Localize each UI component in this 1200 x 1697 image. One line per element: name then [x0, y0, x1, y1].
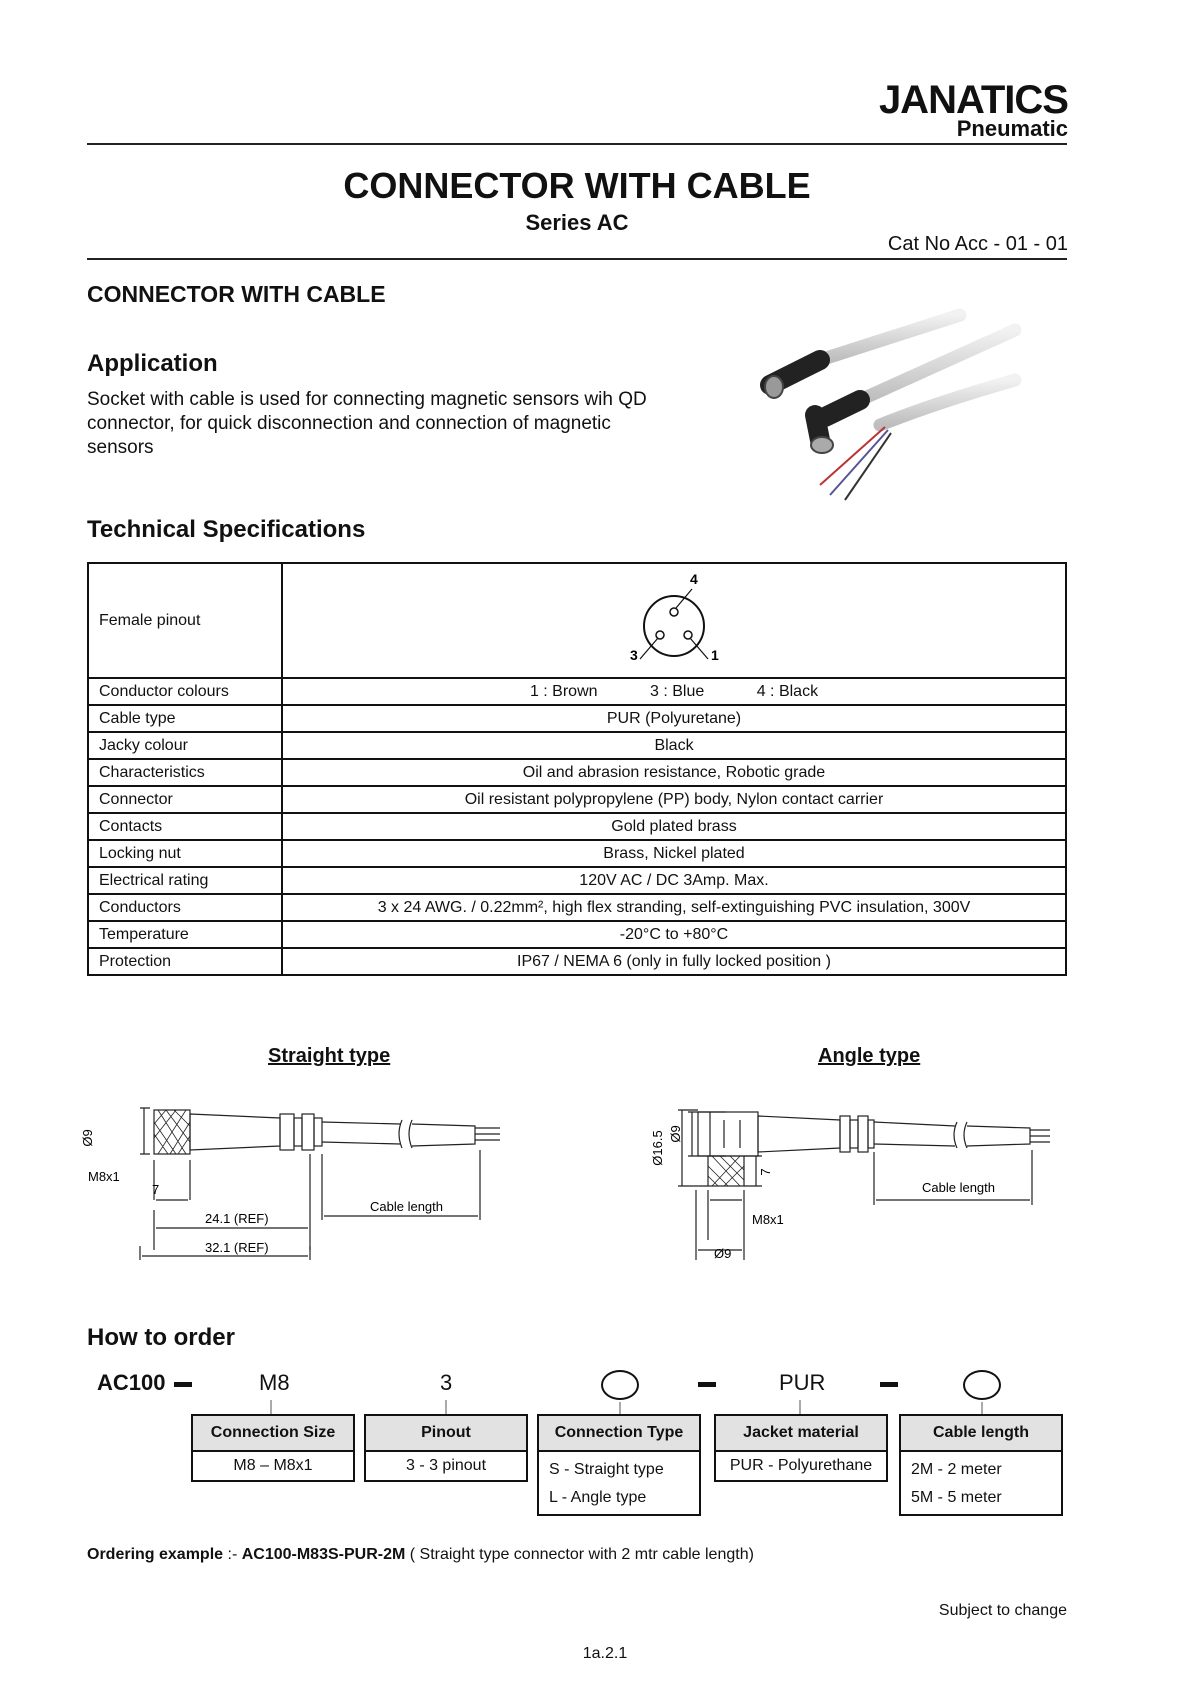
dim-24-1-ref: 24.1 (REF): [205, 1211, 269, 1226]
order-length-placeholder: [963, 1370, 1001, 1400]
dim-m8x1: M8x1: [752, 1212, 784, 1227]
spec-label: Locking nut: [88, 840, 282, 867]
spec-label: Characteristics: [88, 759, 282, 786]
pinout-cell: [282, 563, 1066, 678]
pin-label-1: 1: [711, 647, 719, 663]
page-subtitle: Series AC: [525, 210, 629, 235]
brand-name: JANATICS: [878, 78, 1068, 122]
spec-table: [87, 562, 1067, 976]
header-rule: [87, 143, 1067, 145]
order-box-connection-type: [537, 1414, 701, 1516]
spec-label: Contacts: [88, 813, 282, 840]
conductor-colours-value: [282, 678, 1066, 705]
ordering-example-label: Ordering example: [87, 1546, 224, 1563]
order-box-header: Pinout: [366, 1416, 526, 1452]
straight-type-drawing: [80, 1090, 540, 1270]
conductor-colours-label: Conductor colours: [88, 678, 282, 705]
spec-value: 120V AC / DC 3Amp. Max.: [282, 867, 1066, 894]
dim-m8x1: M8x1: [88, 1169, 120, 1184]
application-heading: Application: [87, 350, 218, 377]
order-box-header: Jacket material: [716, 1416, 886, 1452]
table-row: [88, 678, 1066, 705]
catalog-number: Cat No Acc - 01 - 01: [887, 233, 1068, 255]
spec-value: Oil and abrasion resistance, Robotic grade: [282, 759, 1066, 786]
pin-label-3: 3: [630, 647, 638, 663]
table-row: [88, 867, 1066, 894]
pinout-label: Female pinout: [88, 563, 282, 678]
ordering-example-sep: :-: [223, 1546, 242, 1563]
spec-value: PUR (Polyuretane): [282, 705, 1066, 732]
spec-label: Protection: [88, 948, 282, 975]
dim-7: 7: [758, 1168, 773, 1176]
table-row: [88, 705, 1066, 732]
spec-value: Black: [282, 732, 1066, 759]
dim-cable-length: Cable length: [370, 1199, 443, 1214]
ordering-example-code: AC100-M83S-PUR-2M: [241, 1546, 406, 1563]
colour-blue: 3 : Blue: [649, 682, 705, 700]
spec-value: -20°C to +80°C: [282, 921, 1066, 948]
spec-label: Conductors: [88, 894, 282, 921]
section-title: CONNECTOR WITH CABLE: [87, 281, 386, 307]
dim-dia9-thread: Ø9: [714, 1246, 732, 1261]
table-row: [88, 732, 1066, 759]
spec-label: Temperature: [88, 921, 282, 948]
product-photo: [760, 305, 1030, 510]
order-type-placeholder: [601, 1370, 639, 1400]
angle-type-drawing: [620, 1090, 1070, 1270]
ordering-example: [87, 1546, 754, 1564]
brand-sub: Pneumatic: [956, 116, 1068, 141]
order-box-item: PUR - Polyurethane: [729, 1457, 873, 1474]
dim-cable-length: Cable length: [922, 1180, 995, 1195]
order-size: M8: [259, 1370, 290, 1395]
spec-label: Jacky colour: [88, 732, 282, 759]
pin-label-4: 4: [690, 571, 698, 587]
dim-7: 7: [152, 1182, 160, 1197]
order-box-items: [901, 1452, 1061, 1516]
order-pinout: 3: [440, 1370, 453, 1395]
table-row: [88, 948, 1066, 975]
spec-value: Gold plated brass: [282, 813, 1066, 840]
title-rule: [87, 258, 1067, 260]
order-jacket: PUR: [779, 1370, 826, 1395]
order-box-item: L - Angle type: [549, 1489, 647, 1506]
spec-value: Brass, Nickel plated: [282, 840, 1066, 867]
dim-dia16-5: Ø16.5: [650, 1130, 665, 1166]
spec-value: IP67 / NEMA 6 (only in fully locked position ): [282, 948, 1066, 975]
straight-type-heading: Straight type: [268, 1045, 391, 1067]
tech-specs-heading: Technical Specifications: [87, 516, 366, 543]
colour-brown: 1 : Brown: [529, 682, 598, 700]
order-box-pinout: [364, 1414, 528, 1482]
order-box-item: 3 - 3 pinout: [405, 1457, 487, 1474]
table-row: [88, 921, 1066, 948]
order-box-cable-length: [899, 1414, 1063, 1516]
table-row: [88, 563, 1066, 678]
table-row: [88, 894, 1066, 921]
spec-value: Oil resistant polypropylene (PP) body, Nylon contact carrier: [282, 786, 1066, 813]
spec-label: Cable type: [88, 705, 282, 732]
dim-dia9-body: Ø9: [668, 1125, 683, 1143]
order-box-header: Cable length: [901, 1416, 1061, 1452]
pinout-diagram: [604, 564, 744, 677]
order-dash: [174, 1382, 192, 1387]
dim-32-1-ref: 32.1 (REF): [205, 1240, 269, 1255]
order-box-item: M8 – M8x1: [233, 1457, 313, 1474]
table-row: [88, 813, 1066, 840]
order-box-item: S - Straight type: [549, 1461, 664, 1478]
brand-logo: [879, 80, 1068, 140]
page-number: 1a.2.1: [582, 1645, 628, 1662]
application-text: Socket with cable is used for connecting magnetic sensors wih QD connector, for quick disconnection and connection of magnetic sensors: [87, 389, 647, 458]
angle-type-heading: Angle type: [818, 1045, 921, 1067]
order-box-connection-size: [191, 1414, 355, 1482]
spec-value: 3 x 24 AWG. / 0.22mm², high flex stranding, self-extinguishing PVC insulation, 300V: [282, 894, 1066, 921]
table-row: [88, 759, 1066, 786]
page-title: CONNECTOR WITH CABLE: [343, 165, 811, 206]
table-row: [88, 786, 1066, 813]
table-row: [88, 840, 1066, 867]
dim-dia9: Ø9: [80, 1129, 95, 1147]
order-box-item: 2M - 2 meter: [911, 1461, 1002, 1478]
spec-label: Connector: [88, 786, 282, 813]
order-box-items: [539, 1452, 699, 1516]
ordering-example-note: ( Straight type connector with 2 mtr cable length): [405, 1546, 754, 1563]
order-dash: [698, 1382, 716, 1387]
how-to-order-heading: How to order: [87, 1324, 235, 1351]
order-box-header: Connection Type: [539, 1416, 699, 1452]
order-dash: [880, 1382, 898, 1387]
order-prefix: AC100: [97, 1370, 166, 1395]
spec-label: Electrical rating: [88, 867, 282, 894]
subject-to-change: Subject to change: [938, 1602, 1067, 1619]
order-box-header: Connection Size: [193, 1416, 353, 1452]
order-box-item: 5M - 5 meter: [911, 1489, 1002, 1506]
colour-black: 4 : Black: [756, 682, 819, 700]
order-box-jacket-material: [714, 1414, 888, 1482]
